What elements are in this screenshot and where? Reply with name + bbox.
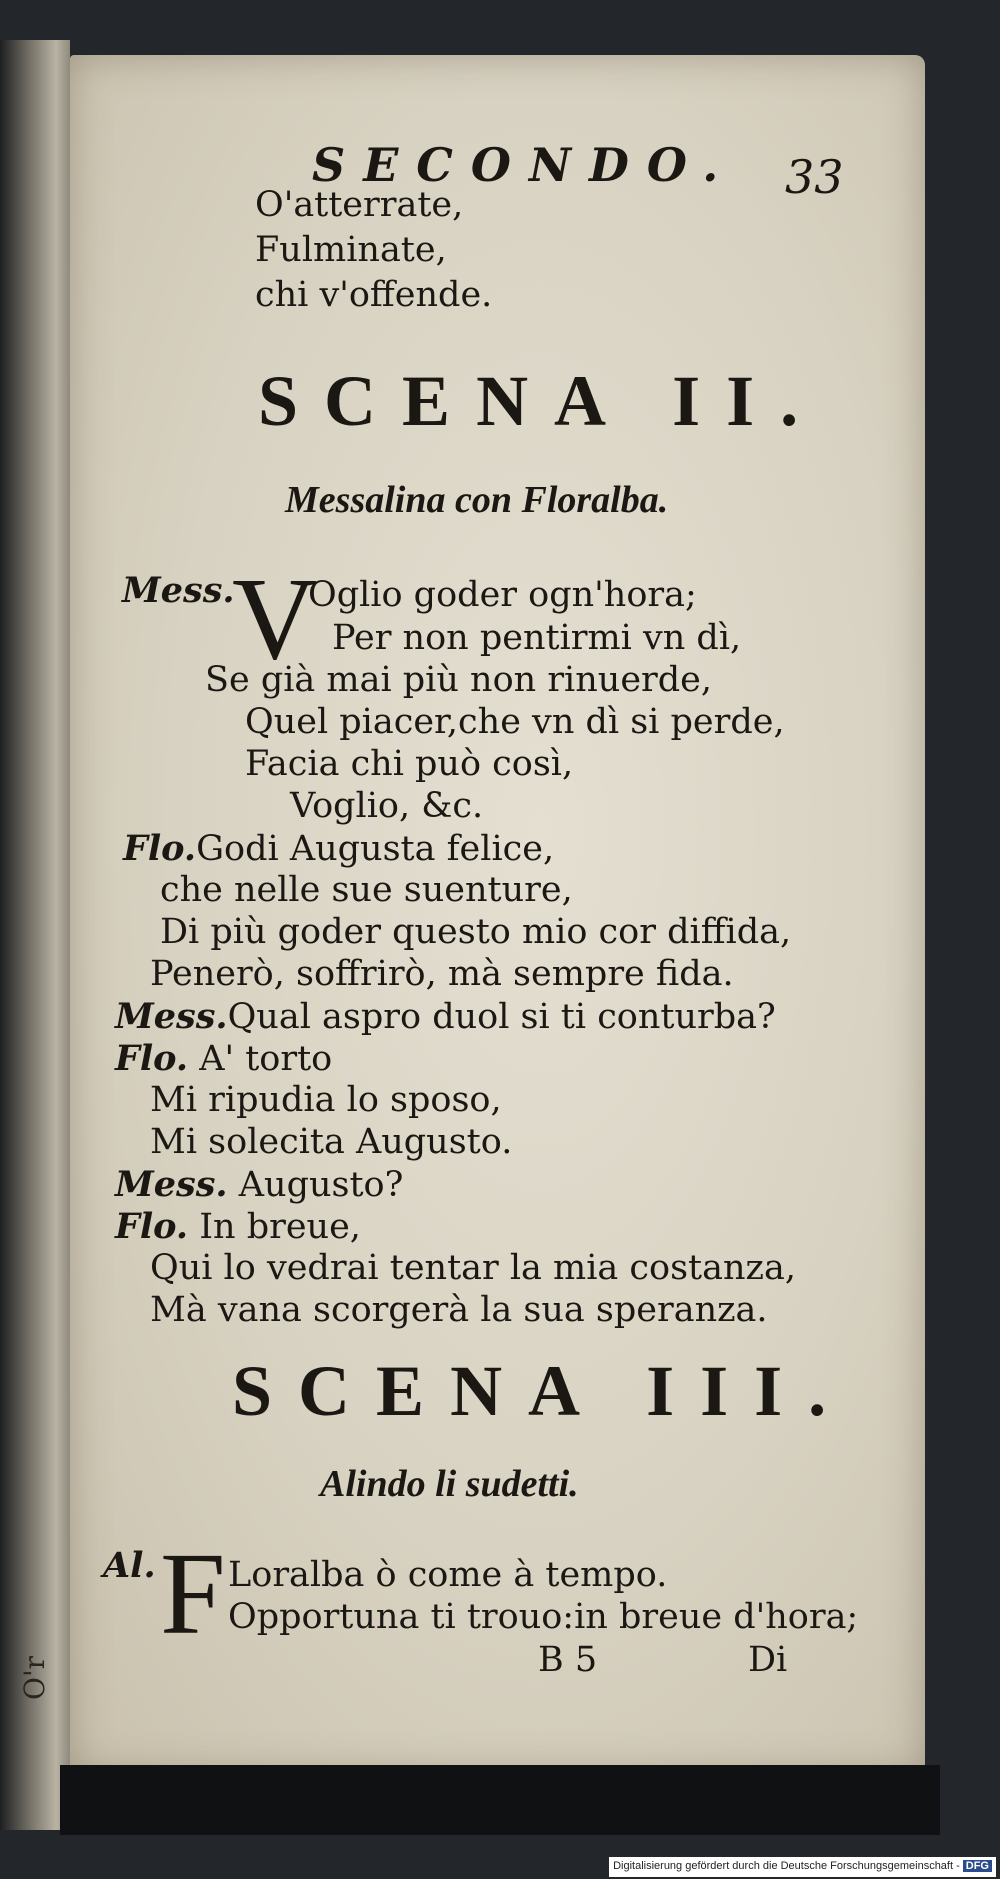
adjacent-left-page (0, 40, 70, 1830)
verse-line: Mi ripudia lo sposo, (150, 1080, 502, 1120)
catchword: Di (748, 1640, 788, 1680)
verse-line: Penerò, soffrirò, mà sempre fida. (150, 954, 734, 994)
scene-2-heading: SCENA II. (258, 361, 825, 441)
running-head: SECONDO. (312, 138, 737, 192)
dialogue-line: Flo. A' torto (115, 1038, 333, 1079)
verse-line: Facia chi può così, (245, 744, 574, 784)
dialogue-line: Flo. In breue, (115, 1206, 361, 1247)
speaker-label: Mess. (122, 570, 235, 611)
speaker-label: Al. (103, 1545, 156, 1586)
dialogue-line: Mess. Augusto? (115, 1164, 404, 1205)
speaker-label: Flo. (115, 1038, 189, 1079)
scene-3-heading: SCENA III. (232, 1351, 853, 1431)
verse-line: Mi solecita Augusto. (150, 1122, 513, 1162)
verse-line: Per non pentirmi vn dì, (332, 618, 742, 658)
page-number: 33 (785, 150, 844, 204)
dfg-logo: DFG (963, 1860, 992, 1872)
left-page-fragment: O'r (18, 1655, 51, 1700)
verse-line: Se già mai più non rinuerde, (205, 660, 713, 700)
verse-line: Loralba ò come à tempo. (228, 1555, 668, 1595)
page-bottom-shadow (60, 1765, 940, 1835)
verse-line: Qui lo vedrai tentar la mia costanza, (150, 1248, 796, 1288)
opening-line: chi v'offende. (255, 275, 493, 315)
verse-line: che nelle sue suenture, (160, 870, 573, 910)
speaker-label: Mess. (115, 1164, 228, 1205)
digitization-credit: Digitalisierung gefördert durch die Deutsche Forschungsgemeinschaft - DFG (609, 1857, 996, 1877)
drop-cap: F (160, 1528, 226, 1659)
drop-cap: V (232, 553, 318, 684)
verse-line: Oglio goder ogn'hora; (308, 575, 697, 615)
scene-3-cast: Alindo li sudetti. (320, 1463, 579, 1505)
opening-line: Fulminate, (255, 230, 447, 270)
verse-line: Di più goder questo mio cor diffida, (160, 912, 792, 952)
verse-line: Opportuna ti trouo:in breue d'hora; (228, 1597, 859, 1637)
speaker-label: Flo. (115, 1206, 189, 1247)
speaker-label: Flo. (123, 828, 197, 869)
verse-line: Quel piacer,che vn dì si perde, (245, 702, 785, 742)
verse-line: Voglio, &c. (290, 786, 484, 826)
verse-line: Mà vana scorgerà la sua speranza. (150, 1290, 768, 1330)
speaker-label: Mess. (115, 996, 228, 1037)
dialogue-line: Flo.Godi Augusta felice, (123, 828, 555, 869)
signature-mark: B 5 (538, 1640, 598, 1680)
scene-2-cast: Messalina con Floralba. (285, 479, 669, 521)
opening-line: O'atterrate, (255, 185, 464, 225)
dialogue-line: Mess.Qual aspro duol si ti conturba? (115, 996, 776, 1037)
